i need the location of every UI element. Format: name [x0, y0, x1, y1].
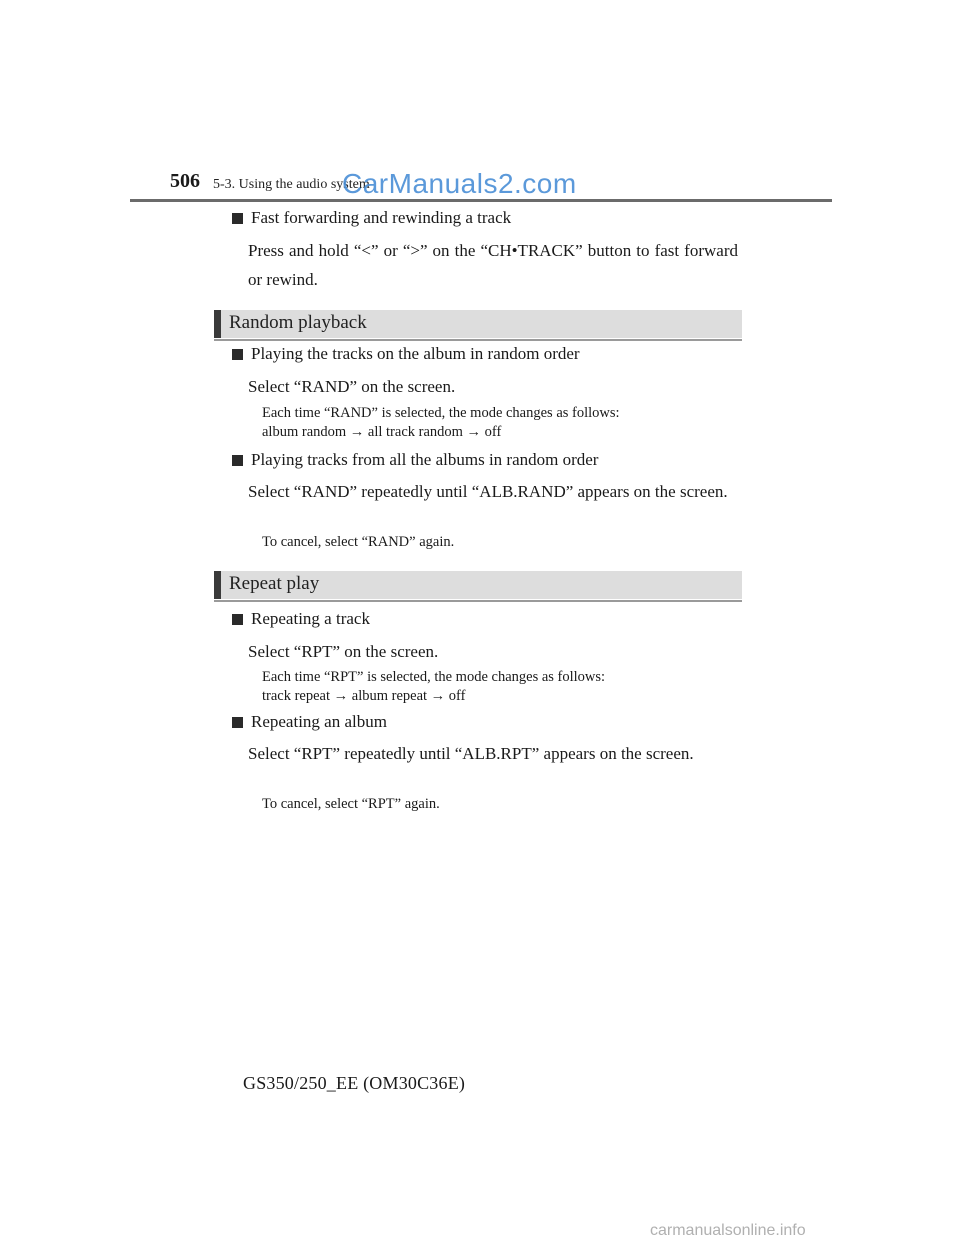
body-paragraph: Select “RAND” on the screen. — [248, 377, 456, 396]
header-rule — [130, 199, 832, 202]
note-line: To cancel, select “RAND” again. — [262, 534, 455, 550]
bullet-heading-text: Playing the tracks on the album in random order — [251, 344, 580, 363]
bullet-heading-text: Repeating a track — [251, 609, 370, 628]
square-bullet-icon — [232, 213, 243, 224]
bullet-heading — [232, 609, 370, 629]
note-line: track repeat → album repeat → off — [262, 688, 466, 704]
bullet-heading — [232, 208, 511, 228]
section-title: 5-3. Using the audio system — [213, 177, 370, 192]
square-bullet-icon — [232, 349, 243, 360]
square-bullet-icon — [232, 614, 243, 625]
section-heading-label: Repeat play — [229, 573, 320, 594]
site-watermark: carmanualsonline.info — [650, 1222, 806, 1239]
bullet-heading-text: Fast forwarding and rewinding a track — [251, 208, 512, 227]
note-line: album random → all track random → off — [262, 424, 502, 440]
page-number: 506 — [170, 170, 200, 192]
model-footer: GS350/250_EE (OM30C36E) — [243, 1073, 466, 1093]
body-paragraph: Select “RAND” repeatedly until “ALB.RAND” appears on the screen. — [248, 482, 728, 501]
body-paragraph: Select “RPT” on the screen. — [248, 642, 439, 661]
bullet-heading — [232, 344, 580, 364]
bullet-heading-text: Playing tracks from all the albums in random order — [251, 450, 599, 469]
bullet-heading — [232, 450, 598, 470]
section-heading-label: Random playback — [229, 312, 367, 333]
section-heading-repeat — [214, 571, 742, 599]
note-line: Each time “RAND” is selected, the mode changes as follows: — [262, 405, 620, 421]
body-paragraph: Press and hold “<” or “>” on the “CH•TRACK” button to fast forward or rewind. — [248, 241, 738, 289]
section-heading-random — [214, 310, 742, 338]
bullet-heading — [232, 712, 387, 732]
watermark-logo: CarManuals2.com — [342, 168, 577, 199]
square-bullet-icon — [232, 455, 243, 466]
note-line: Each time “RPT” is selected, the mode changes as follows: — [262, 669, 606, 685]
square-bullet-icon — [232, 717, 243, 728]
body-paragraph: Select “RPT” repeatedly until “ALB.RPT” appears on the screen. — [248, 744, 694, 763]
note-line: To cancel, select “RPT” again. — [262, 796, 440, 812]
bullet-heading-text: Repeating an album — [251, 712, 387, 731]
